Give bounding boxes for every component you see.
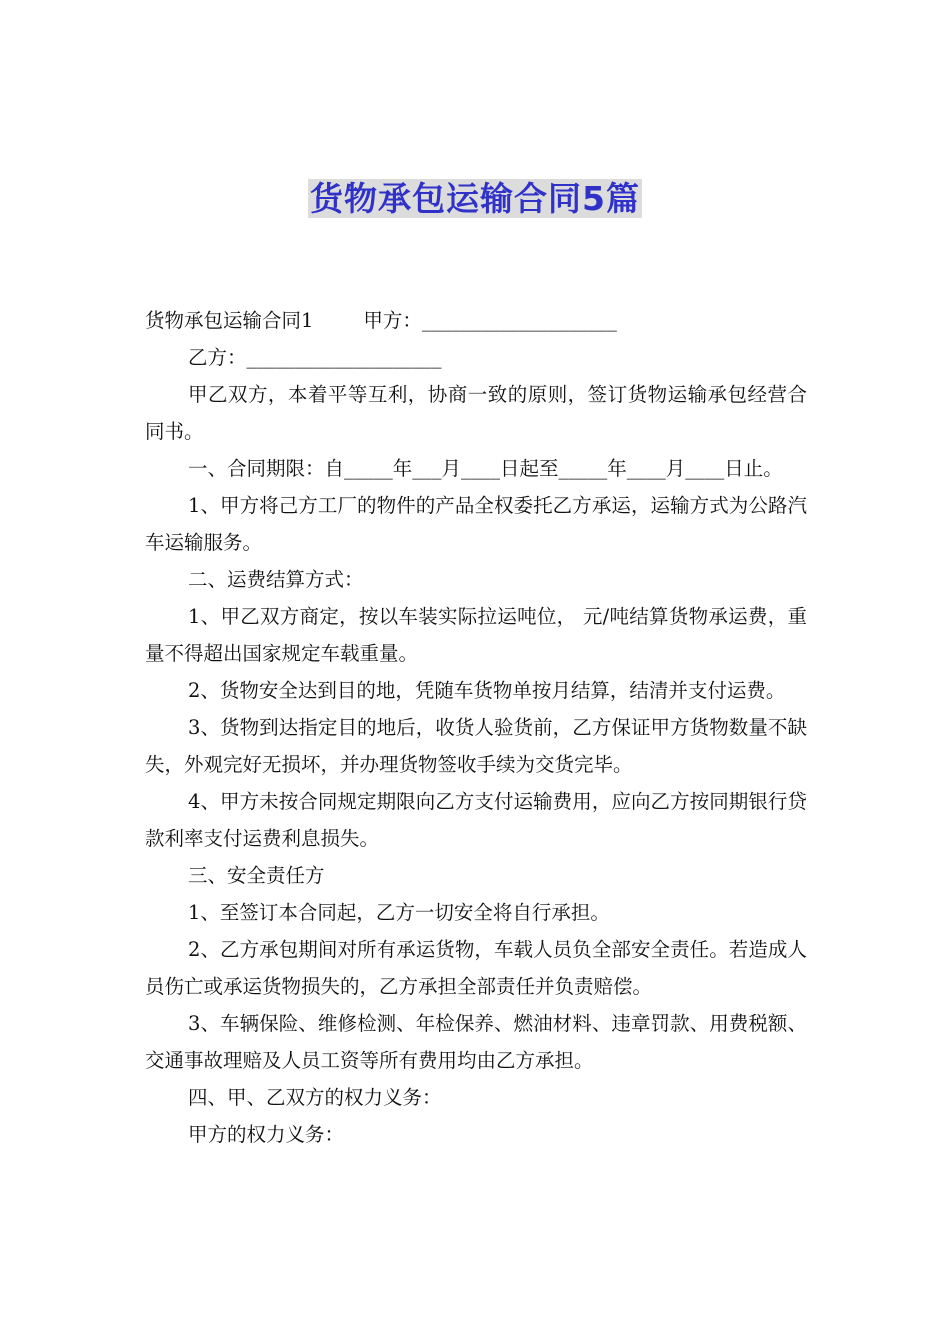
term-clause-1: 1、甲方将己方工厂的物件的产品全权委托乙方承运，运输方式为公路汽车运输服务。: [145, 494, 807, 554]
party-b-line: 乙方：____________________: [188, 346, 442, 369]
safety-clause-2: 2、乙方承包期间对所有承运货物，车载人员负全部安全责任。若造成人员伤亡或承运货物损失的，乙方承担全部责任并负责赔偿。: [145, 938, 807, 998]
settlement-clause-3: 3、货物到达指定目的地后，收货人验货前，乙方保证甲方货物数量不缺失，外观完好无损坏，并办理货物签收手续为交货完毕。: [145, 716, 807, 776]
document-title-text: 货物承包运输合同5篇: [310, 179, 640, 218]
contract-heading: 货物承包运输合同1: [145, 309, 314, 332]
party-a-line: 甲方：____________________: [363, 309, 617, 332]
safety-clause-3: 3、车辆保险、维修检测、年检保养、燃油材料、违章罚款、用费税额、交通事故理赔及人员工资等所有费用均由乙方承担。: [145, 1012, 807, 1072]
rights-heading: 四、甲、乙双方的权力义务：: [188, 1086, 442, 1109]
safety-heading: 三、安全责任方: [188, 864, 325, 887]
document-body: [145, 302, 807, 1153]
settlement-heading: 二、运费结算方式：: [188, 568, 364, 591]
rights-party-a: 甲方的权力义务：: [188, 1123, 345, 1146]
contract-heading-line: [145, 302, 807, 339]
term-paragraph: 一、合同期限：自_____年___月____日起至_____年____月____日止。: [188, 457, 783, 480]
settlement-clause-1: 1、甲乙双方商定，按以车装实际拉运吨位， 元/吨结算货物承运费，重量不得超出国家规定车载重量。: [145, 605, 807, 665]
settlement-clause-2: 2、货物安全达到目的地，凭随车货物单按月结算，结清并支付运费。: [188, 679, 786, 702]
document-title: [0, 176, 950, 222]
preamble-paragraph: 甲乙双方，本着平等互利，协商一致的原则，签订货物运输承包经营合同书。: [145, 383, 807, 443]
safety-clause-1: 1、至签订本合同起，乙方一切安全将自行承担。: [188, 901, 610, 924]
settlement-clause-4: 4、甲方未按合同规定期限向乙方支付运输费用，应向乙方按同期银行贷款利率支付运费利息损失。: [145, 790, 807, 850]
